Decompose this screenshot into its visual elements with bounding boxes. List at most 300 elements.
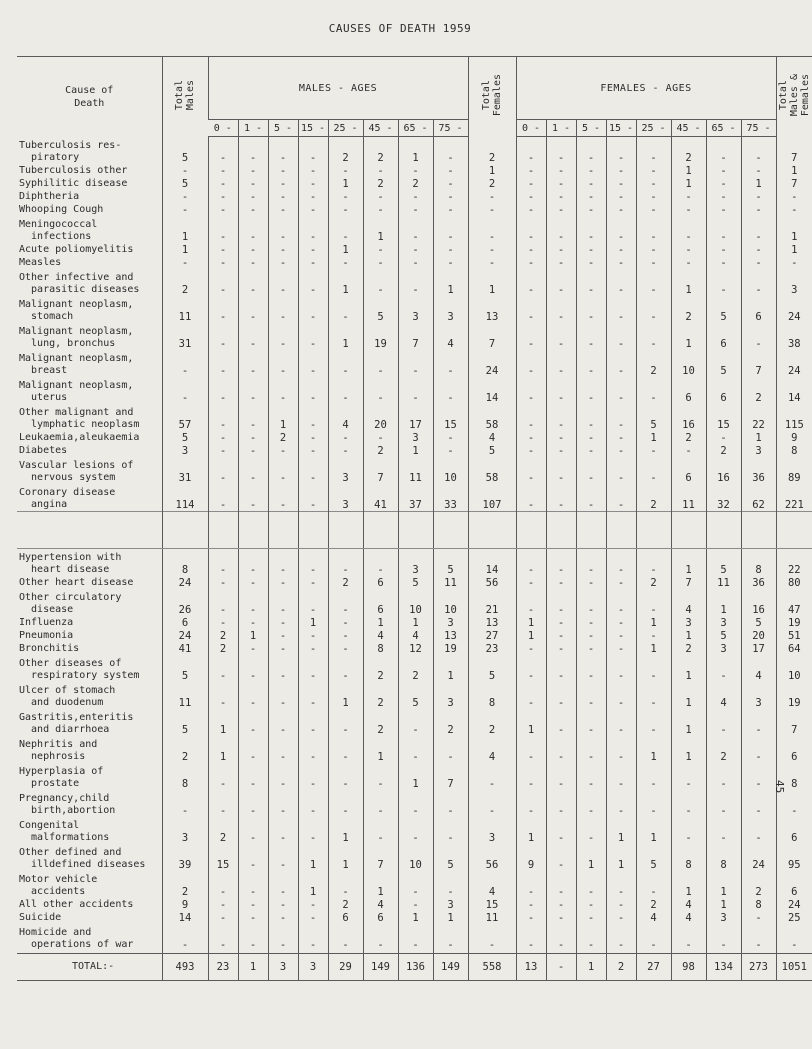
cause-cell: Malignant neoplasm, lung, bronchus: [19, 326, 134, 349]
value-cell: -: [433, 871, 468, 898]
value-cell: -: [516, 444, 546, 457]
value-cell: 1: [238, 629, 268, 642]
value-cell: -: [606, 243, 636, 256]
value-cell: 23: [468, 642, 516, 655]
female-age-band-header: 15 -: [606, 120, 636, 137]
value-cell: -: [238, 431, 268, 444]
value-cell: -: [268, 323, 298, 350]
value-cell: -: [268, 549, 298, 577]
value-cell: -: [363, 924, 398, 954]
value-cell: -: [516, 549, 546, 577]
value-cell: -: [208, 216, 238, 243]
value-cell: -: [298, 924, 328, 954]
table-row: [17, 203, 812, 216]
value-cell: -: [328, 655, 363, 682]
cause-cell: Motor vehicle accidents: [19, 874, 98, 897]
value-cell: 3: [433, 682, 468, 709]
gap-cell: [606, 512, 636, 549]
value-cell: -: [468, 216, 516, 243]
value-cell: -: [468, 790, 516, 817]
value-cell: 2: [636, 576, 671, 589]
value-cell: 2: [741, 871, 776, 898]
value-cell: 2: [636, 898, 671, 911]
value-cell: 1: [298, 871, 328, 898]
value-cell: -: [268, 871, 298, 898]
value-cell: -: [398, 871, 433, 898]
value-cell: 11: [706, 576, 741, 589]
value-cell: -: [238, 736, 268, 763]
value-cell: -: [516, 256, 546, 269]
value-cell: -: [636, 323, 671, 350]
gap-cell: [468, 512, 516, 549]
table-row: [17, 763, 812, 790]
value-cell: 5: [162, 177, 208, 190]
value-cell: -: [298, 323, 328, 350]
value-cell: -: [208, 444, 238, 457]
value-cell: -: [546, 203, 576, 216]
value-cell: -: [671, 190, 706, 203]
value-cell: 37: [398, 484, 433, 512]
value-cell: 6: [706, 377, 741, 404]
value-cell: 29: [328, 954, 363, 981]
value-cell: -: [741, 709, 776, 736]
value-cell: 20: [741, 629, 776, 642]
value-cell: -: [741, 190, 776, 203]
value-cell: -: [776, 190, 812, 203]
value-cell: -: [433, 817, 468, 844]
value-cell: -: [516, 216, 546, 243]
value-cell: -: [238, 898, 268, 911]
value-cell: -: [328, 444, 363, 457]
value-cell: 2: [606, 954, 636, 981]
total-females-header: [468, 57, 516, 137]
value-cell: 6: [706, 323, 741, 350]
value-cell: 8: [468, 682, 516, 709]
value-cell: -: [433, 444, 468, 457]
value-cell: 4: [363, 898, 398, 911]
gap-cell: [636, 512, 671, 549]
value-cell: -: [328, 190, 363, 203]
value-cell: -: [363, 269, 398, 296]
value-cell: 3: [706, 616, 741, 629]
value-cell: 1: [671, 177, 706, 190]
value-cell: 21: [468, 589, 516, 616]
value-cell: -: [576, 709, 606, 736]
value-cell: -: [433, 350, 468, 377]
value-cell: 5: [398, 682, 433, 709]
value-cell: -: [162, 350, 208, 377]
value-cell: 33: [433, 484, 468, 512]
value-cell: -: [208, 655, 238, 682]
value-cell: 1: [636, 616, 671, 629]
value-cell: -: [398, 243, 433, 256]
value-cell: 2: [468, 709, 516, 736]
value-cell: 6: [671, 377, 706, 404]
value-cell: -: [706, 763, 741, 790]
value-cell: -: [706, 256, 741, 269]
value-cell: -: [268, 203, 298, 216]
value-cell: 1: [636, 642, 671, 655]
value-cell: 1: [433, 655, 468, 682]
value-cell: -: [546, 377, 576, 404]
value-cell: 7: [398, 323, 433, 350]
value-cell: -: [516, 790, 546, 817]
value-cell: -: [328, 871, 363, 898]
value-cell: -: [546, 164, 576, 177]
value-cell: 1: [363, 736, 398, 763]
value-cell: 6: [776, 736, 812, 763]
value-cell: 10: [671, 350, 706, 377]
cause-cell: Gastritis,enteritis and diarrhoea: [19, 712, 134, 735]
value-cell: -: [516, 589, 546, 616]
value-cell: -: [606, 616, 636, 629]
value-cell: 22: [776, 549, 812, 577]
value-cell: -: [268, 269, 298, 296]
gap-cell: [398, 512, 433, 549]
value-cell: -: [546, 844, 576, 871]
value-cell: -: [433, 216, 468, 243]
cause-cell: Congenital malformations: [19, 820, 110, 843]
cause-cell: Tuberculosis other: [19, 165, 128, 176]
value-cell: 17: [741, 642, 776, 655]
value-cell: -: [546, 190, 576, 203]
value-cell: -: [298, 898, 328, 911]
cause-cell: Meningococcal infections: [19, 219, 98, 242]
value-cell: 1: [468, 269, 516, 296]
value-cell: -: [576, 216, 606, 243]
cause-cell: Bronchitis: [19, 643, 80, 654]
value-cell: -: [636, 243, 671, 256]
value-cell: -: [208, 484, 238, 512]
value-cell: 2: [671, 296, 706, 323]
table-row: [17, 642, 812, 655]
value-cell: 2: [363, 682, 398, 709]
value-cell: 136: [398, 954, 433, 981]
value-cell: 11: [433, 576, 468, 589]
value-cell: 25: [776, 911, 812, 924]
value-cell: -: [238, 177, 268, 190]
value-cell: -: [606, 898, 636, 911]
total-males-header: [162, 57, 208, 137]
table-body: [17, 137, 812, 981]
value-cell: 114: [162, 484, 208, 512]
value-cell: -: [606, 790, 636, 817]
value-cell: 98: [671, 954, 706, 981]
value-cell: -: [706, 924, 741, 954]
female-age-band-header: 65 -: [706, 120, 741, 137]
value-cell: 2: [671, 137, 706, 165]
value-cell: -: [238, 350, 268, 377]
value-cell: -: [238, 709, 268, 736]
value-cell: -: [741, 911, 776, 924]
value-cell: -: [546, 790, 576, 817]
value-cell: -: [516, 190, 546, 203]
table-row: [17, 629, 812, 642]
value-cell: 107: [468, 484, 516, 512]
value-cell: -: [208, 190, 238, 203]
value-cell: 6: [776, 871, 812, 898]
value-cell: -: [546, 682, 576, 709]
value-cell: 1: [328, 323, 363, 350]
value-cell: 4: [468, 871, 516, 898]
value-cell: -: [298, 177, 328, 190]
table-row: [17, 589, 812, 616]
value-cell: -: [706, 190, 741, 203]
value-cell: 1: [433, 911, 468, 924]
cause-cell: Other defined and illdefined diseases: [19, 847, 146, 870]
cause-cell: Malignant neoplasm, stomach: [19, 299, 134, 322]
value-cell: 3: [468, 817, 516, 844]
value-cell: -: [398, 350, 433, 377]
cause-cell: Malignant neoplasm, breast: [19, 353, 134, 376]
value-cell: 7: [776, 709, 812, 736]
value-cell: -: [298, 763, 328, 790]
value-cell: -: [363, 549, 398, 577]
value-cell: 1: [576, 844, 606, 871]
value-cell: 41: [363, 484, 398, 512]
value-cell: 24: [162, 576, 208, 589]
value-cell: 1: [398, 911, 433, 924]
value-cell: -: [671, 444, 706, 457]
value-cell: 1: [741, 177, 776, 190]
value-cell: -: [516, 924, 546, 954]
value-cell: -: [238, 844, 268, 871]
value-cell: -: [398, 203, 433, 216]
value-cell: -: [162, 164, 208, 177]
value-cell: 2: [636, 350, 671, 377]
value-cell: 89: [776, 457, 812, 484]
value-cell: 7: [468, 323, 516, 350]
value-cell: 47: [776, 589, 812, 616]
value-cell: -: [328, 790, 363, 817]
table-row: [17, 736, 812, 763]
value-cell: 1: [671, 549, 706, 577]
value-cell: -: [636, 137, 671, 165]
value-cell: -: [268, 642, 298, 655]
value-cell: -: [706, 269, 741, 296]
value-cell: -: [328, 203, 363, 216]
value-cell: -: [238, 269, 268, 296]
males-ages-header: MALES - AGES: [208, 57, 468, 120]
value-cell: 7: [363, 457, 398, 484]
value-cell: -: [298, 682, 328, 709]
gap-cell: [298, 512, 328, 549]
value-cell: -: [208, 269, 238, 296]
value-cell: 14: [162, 911, 208, 924]
value-cell: 134: [706, 954, 741, 981]
value-cell: 4: [433, 323, 468, 350]
value-cell: -: [398, 256, 433, 269]
value-cell: 8: [741, 898, 776, 911]
value-cell: 9: [776, 431, 812, 444]
value-cell: -: [468, 763, 516, 790]
table-row: [17, 444, 812, 457]
value-cell: -: [298, 296, 328, 323]
value-cell: -: [706, 655, 741, 682]
value-cell: 17: [398, 404, 433, 431]
value-cell: 1: [398, 763, 433, 790]
value-cell: 11: [162, 682, 208, 709]
value-cell: 10: [398, 844, 433, 871]
value-cell: -: [268, 137, 298, 165]
value-cell: 1: [328, 682, 363, 709]
value-cell: 11: [162, 296, 208, 323]
page-break-gap: [17, 512, 812, 549]
value-cell: -: [636, 655, 671, 682]
table-row: [17, 377, 812, 404]
value-cell: -: [162, 790, 208, 817]
value-cell: -: [576, 682, 606, 709]
value-cell: -: [516, 296, 546, 323]
value-cell: -: [546, 898, 576, 911]
value-cell: 51: [776, 629, 812, 642]
value-cell: 1: [363, 216, 398, 243]
table-row: [17, 790, 812, 817]
value-cell: -: [516, 642, 546, 655]
value-cell: 2: [208, 642, 238, 655]
value-cell: -: [433, 431, 468, 444]
value-cell: 1: [671, 736, 706, 763]
gap-cell: [17, 512, 162, 549]
value-cell: 27: [636, 954, 671, 981]
value-cell: -: [208, 457, 238, 484]
value-cell: 5: [706, 549, 741, 577]
value-cell: -: [208, 682, 238, 709]
value-cell: -: [606, 164, 636, 177]
value-cell: -: [516, 457, 546, 484]
value-cell: 8: [162, 763, 208, 790]
value-cell: 5: [636, 844, 671, 871]
value-cell: 36: [741, 576, 776, 589]
value-cell: -: [298, 655, 328, 682]
value-cell: 1: [433, 269, 468, 296]
value-cell: 3: [706, 642, 741, 655]
value-cell: 1: [706, 871, 741, 898]
value-cell: -: [208, 350, 238, 377]
value-cell: 1: [398, 137, 433, 165]
value-cell: -: [671, 203, 706, 216]
value-cell: -: [636, 164, 671, 177]
value-cell: -: [208, 763, 238, 790]
value-cell: -: [328, 164, 363, 177]
value-cell: 4: [671, 911, 706, 924]
value-cell: 10: [776, 655, 812, 682]
value-cell: -: [468, 256, 516, 269]
value-cell: -: [238, 190, 268, 203]
value-cell: -: [516, 871, 546, 898]
value-cell: 2: [328, 137, 363, 165]
value-cell: 1: [398, 616, 433, 629]
page-title: CAUSES OF DEATH 1959: [328, 22, 472, 35]
value-cell: -: [268, 655, 298, 682]
value-cell: 13: [516, 954, 546, 981]
value-cell: 4: [398, 629, 433, 642]
value-cell: -: [636, 269, 671, 296]
value-cell: 31: [162, 457, 208, 484]
table-row: [17, 871, 812, 898]
value-cell: -: [363, 164, 398, 177]
value-cell: -: [238, 576, 268, 589]
value-cell: -: [208, 549, 238, 577]
value-cell: -: [328, 549, 363, 577]
value-cell: -: [636, 177, 671, 190]
value-cell: 2: [398, 177, 433, 190]
value-cell: 22: [741, 404, 776, 431]
male-age-band-header: 5 -: [268, 120, 298, 137]
table-row: [17, 269, 812, 296]
value-cell: 7: [433, 763, 468, 790]
female-age-band-header: 1 -: [546, 120, 576, 137]
value-cell: 5: [706, 350, 741, 377]
table-row: [17, 844, 812, 871]
value-cell: -: [238, 484, 268, 512]
value-cell: -: [546, 256, 576, 269]
value-cell: 1: [298, 844, 328, 871]
value-cell: 1: [706, 898, 741, 911]
value-cell: -: [636, 629, 671, 642]
value-cell: 5: [706, 629, 741, 642]
value-cell: -: [776, 256, 812, 269]
value-cell: 6: [328, 911, 363, 924]
value-cell: 62: [741, 484, 776, 512]
cause-cell: Influenza: [19, 617, 74, 628]
value-cell: 24: [468, 350, 516, 377]
value-cell: -: [546, 444, 576, 457]
value-cell: 6: [741, 296, 776, 323]
value-cell: 8: [776, 444, 812, 457]
value-cell: -: [328, 216, 363, 243]
value-cell: -: [298, 350, 328, 377]
value-cell: -: [706, 243, 741, 256]
value-cell: -: [576, 457, 606, 484]
value-cell: 7: [776, 177, 812, 190]
value-cell: -: [636, 203, 671, 216]
value-cell: -: [398, 190, 433, 203]
value-cell: -: [398, 790, 433, 817]
value-cell: 2: [162, 269, 208, 296]
value-cell: 1: [671, 269, 706, 296]
value-cell: -: [546, 243, 576, 256]
value-cell: -: [468, 203, 516, 216]
cause-cell: All other accidents: [19, 899, 134, 910]
cause-cell: Syphilitic disease: [19, 178, 128, 189]
value-cell: -: [433, 137, 468, 165]
value-cell: -: [298, 484, 328, 512]
gap-cell: [268, 512, 298, 549]
value-cell: -: [268, 682, 298, 709]
value-cell: 4: [363, 629, 398, 642]
value-cell: -: [238, 377, 268, 404]
value-cell: -: [238, 655, 268, 682]
value-cell: -: [433, 256, 468, 269]
value-cell: 2: [468, 137, 516, 165]
value-cell: 6: [162, 616, 208, 629]
value-cell: -: [706, 137, 741, 165]
value-cell: 64: [776, 642, 812, 655]
value-cell: -: [268, 589, 298, 616]
value-cell: -: [162, 924, 208, 954]
value-cell: -: [706, 709, 741, 736]
cause-cell: Ulcer of stomach and duodenum: [19, 685, 116, 708]
value-cell: -: [741, 736, 776, 763]
value-cell: -: [328, 256, 363, 269]
value-cell: -: [741, 164, 776, 177]
value-cell: -: [238, 457, 268, 484]
cause-cell: Other diseases of respiratory system: [19, 658, 140, 681]
cause-cell: Vascular lesions of nervous system: [19, 460, 134, 483]
value-cell: -: [546, 924, 576, 954]
value-cell: -: [208, 898, 238, 911]
